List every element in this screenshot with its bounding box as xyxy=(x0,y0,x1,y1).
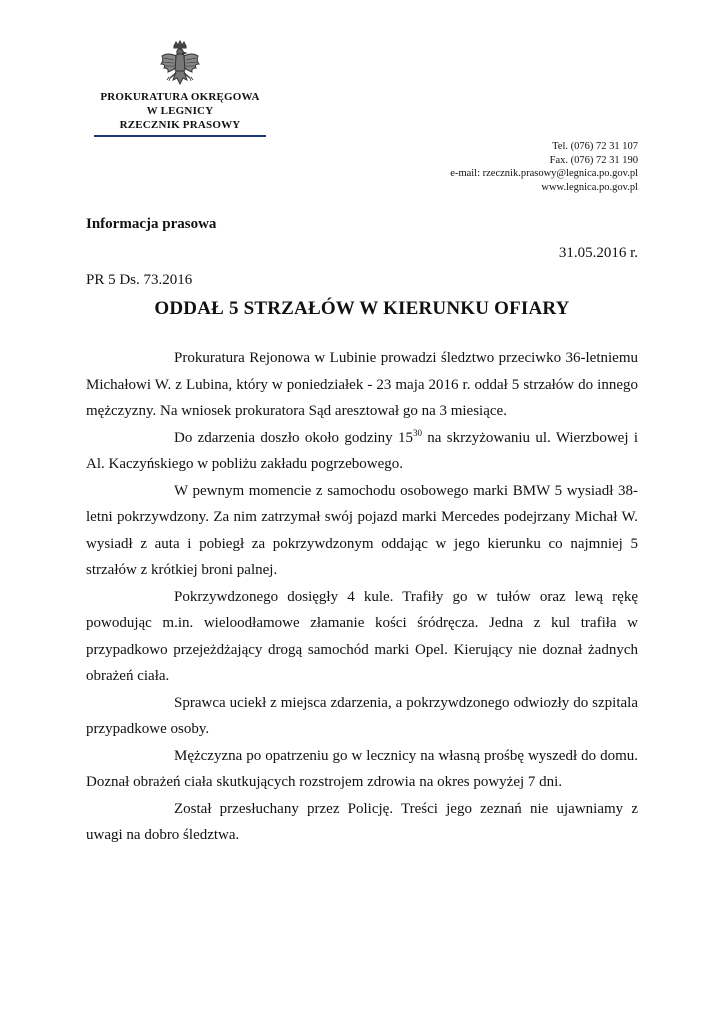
paragraph-2-end: na skrzyżowaniu ul. Wierzbowej i Al. Kaczyńskiego w pobliżu zakładu pogrzebowego. xyxy=(86,429,638,472)
letterhead xyxy=(90,40,270,137)
org-name-line-3: RZECZNIK PRASOWY xyxy=(119,119,241,131)
time-minutes-superscript: 30 xyxy=(412,427,422,438)
org-name-line-1: PROKURATURA OKRĘGOWA xyxy=(100,91,260,103)
document-type-title: Informacja prasowa xyxy=(86,216,217,232)
paragraph-3: W pewnym momencie z samochodu osobowego marki BMW 5 wysiadł 38-letni pokrzywdzony. Za nim zatrzymał swój pojazd marki Mercedes podejrzany Michał W. wysiadł z auta i pobiegł za pokrzywdzonym oddając w jego kierunku co najmniej 5 strzałów z krótkiej broni palnej. xyxy=(86,482,638,578)
paragraph-1: Prokuratura Rejonowa w Lubinie prowadzi śledztwo przeciwko 36-letniemu Michałowi W. z Lubina, który w poniedziałek - 23 maja 2016 r. oddał 5 strzałów do innego mężczyzny. Na wniosek prokuratora Sąd aresztował go na 3 miesiące. xyxy=(86,350,638,419)
org-name-line-2: W LEGNICY xyxy=(146,105,214,117)
contact-website: www.legnica.po.gov.pl xyxy=(541,181,638,193)
paragraph-2-start: Do zdarzenia doszło około godziny 15 xyxy=(174,429,413,446)
headline: ODDAŁ 5 STRZAŁÓW W KIERUNKU OFIARY xyxy=(154,298,570,319)
contact-tel: Tel. (076) 72 31 107 xyxy=(552,141,638,152)
contact-block xyxy=(450,140,638,194)
document-date: 31.05.2016 r. xyxy=(558,245,638,261)
article-body xyxy=(86,345,638,849)
case-number: PR 5 Ds. 73.2016 xyxy=(86,272,193,288)
header-divider xyxy=(94,135,266,137)
paragraph-5: Sprawca uciekł z miejsca zdarzenia, a pokrzywdzonego odwiozły do szpitala przypadkowe osoby. xyxy=(86,694,638,737)
contact-fax: Fax. (076) 72 31 190 xyxy=(549,154,638,166)
paragraph-6: Mężczyzna po opatrzeniu go w lecznicy na własną prośbę wyszedł do domu. Doznał obrażeń ciała skutkujących rozstrojem zdrowia na okres powyżej 7 dni. xyxy=(86,747,638,790)
paragraph-4: Pokrzywdzonego dosięgły 4 kule. Trafiły go w tułów oraz lewą rękę powodując m.in. wieloodłamowe złamanie kości śródręcza. Jedna z kul trafiła w przypadkowo przejeżdżający drogą samochód marki Opel. Kierujący nie doznał żadnych obrażeń ciała. xyxy=(86,588,638,684)
paragraph-2 xyxy=(86,425,638,478)
paragraph-7: Został przesłuchany przez Policję. Treści jego zeznań nie ujawniamy z uwagi na dobro śledztwa. xyxy=(86,800,638,843)
contact-email: e-mail: rzecznik.prasowy@legnica.po.gov.pl xyxy=(450,168,638,180)
polish-eagle-emblem-icon xyxy=(158,40,202,90)
